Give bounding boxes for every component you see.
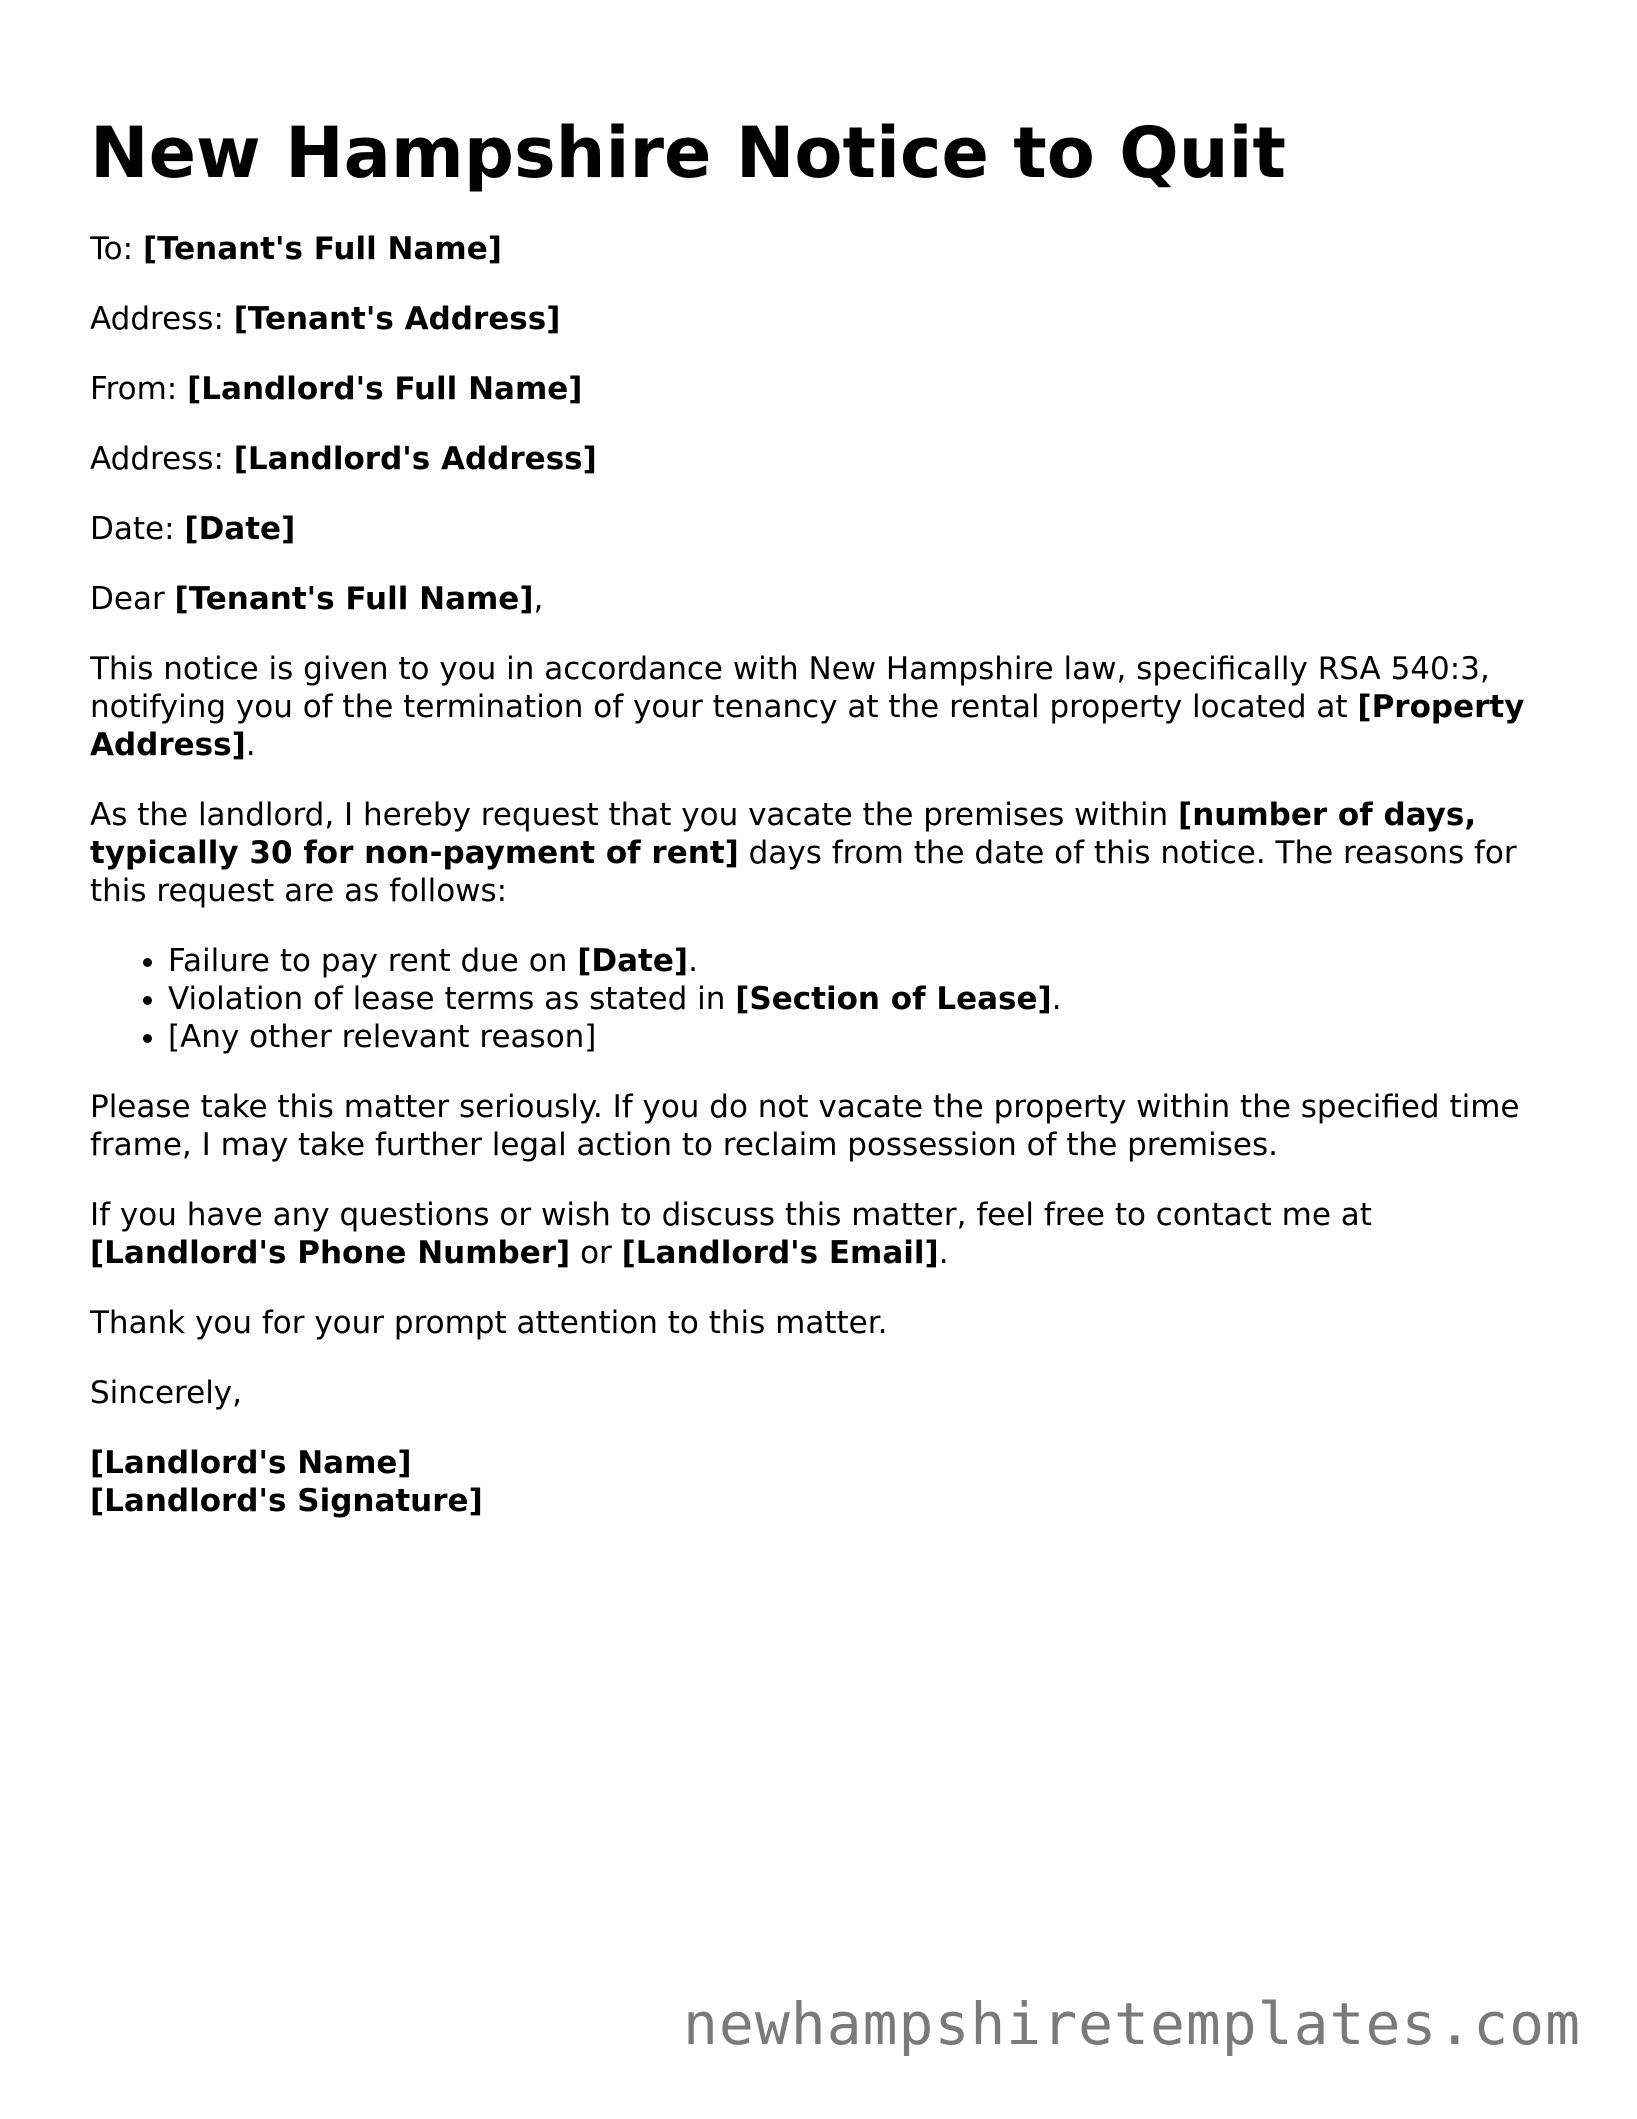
- reasons-list: [90, 942, 1530, 1056]
- reason-2-section: [Section of Lease]: [735, 981, 1052, 1017]
- to-label: To:: [90, 231, 134, 267]
- reason-2-end: .: [1051, 981, 1062, 1017]
- page-title: New Hampshire Notice to Quit: [90, 112, 1287, 194]
- contact-text: If you have any questions or wish to discuss this matter, feel free to contact me at: [90, 1197, 1372, 1233]
- property-address: [Property Address]: [90, 689, 1525, 763]
- tenant-address-value: [Tenant's Address]: [233, 301, 561, 337]
- reason-2-text: Violation of lease terms as stated in: [168, 981, 726, 1017]
- landlord-address-line: [90, 440, 1530, 478]
- warning-paragraph: Please take this matter seriously. If you do not vacate the property within the specified time frame, I may take further legal action to reclaim possession of the premises.: [90, 1089, 1520, 1163]
- salutation: [90, 580, 1530, 618]
- salutation-prefix: Dear: [90, 581, 165, 617]
- tenant-address-line: [90, 300, 1530, 338]
- reason-3-text: [Any other relevant reason]: [168, 1019, 597, 1055]
- date-label: Date:: [90, 511, 175, 547]
- from-value: [Landlord's Full Name]: [187, 371, 583, 407]
- reason-1-text: Failure to pay rent due on: [168, 943, 568, 979]
- request-text-start: As the landlord, I hereby request that you vacate the premises within: [90, 797, 1169, 833]
- landlord-signature: [Landlord's Signature]: [90, 1483, 483, 1519]
- signature-block: [90, 1444, 1530, 1520]
- notice-end: .: [245, 727, 256, 763]
- to-value: [Tenant's Full Name]: [142, 231, 502, 267]
- from-label: From:: [90, 371, 178, 407]
- date-value: [Date]: [184, 511, 296, 547]
- contact-end: .: [938, 1235, 949, 1271]
- list-item: [168, 1018, 1530, 1056]
- landlord-address-label: Address:: [90, 441, 224, 477]
- watermark: newhampshiretemplates.com: [683, 1990, 1581, 2058]
- notice-text: This notice is given to you in accordance with New Hampshire law, specifically RSA 540:3, notifying you of the termination of your tenancy at the rental property located at: [90, 651, 1490, 725]
- landlord-name: [Landlord's Name]: [90, 1445, 412, 1481]
- thanks-paragraph: Thank you for your prompt attention to this matter.: [90, 1305, 888, 1341]
- date-line: [90, 510, 1530, 548]
- tenant-address-label: Address:: [90, 301, 224, 337]
- landlord-phone: [Landlord's Phone Number]: [90, 1235, 571, 1271]
- salutation-name: [Tenant's Full Name]: [174, 581, 534, 617]
- request-paragraph: [90, 796, 1530, 910]
- reason-1-end: .: [688, 943, 698, 979]
- landlord-address-value: [Landlord's Address]: [233, 441, 597, 477]
- document-page: [90, 112, 1530, 1552]
- closing: Sincerely,: [90, 1375, 243, 1411]
- contact-or: or: [580, 1235, 612, 1271]
- request-text-end: days from the date of this notice. The reasons for this request are as follows:: [90, 835, 1517, 909]
- to-line: [90, 230, 1530, 268]
- list-item: [168, 942, 1530, 980]
- contact-paragraph: [90, 1196, 1530, 1272]
- salutation-suffix: ,: [533, 581, 544, 617]
- list-item: [168, 980, 1530, 1018]
- reason-1-date: [Date]: [577, 943, 689, 979]
- notice-paragraph: [90, 650, 1530, 764]
- landlord-email: [Landlord's Email]: [621, 1235, 939, 1271]
- number-of-days: [number of days, typically 30 for non-payment of rent]: [90, 797, 1477, 871]
- from-line: [90, 370, 1530, 408]
